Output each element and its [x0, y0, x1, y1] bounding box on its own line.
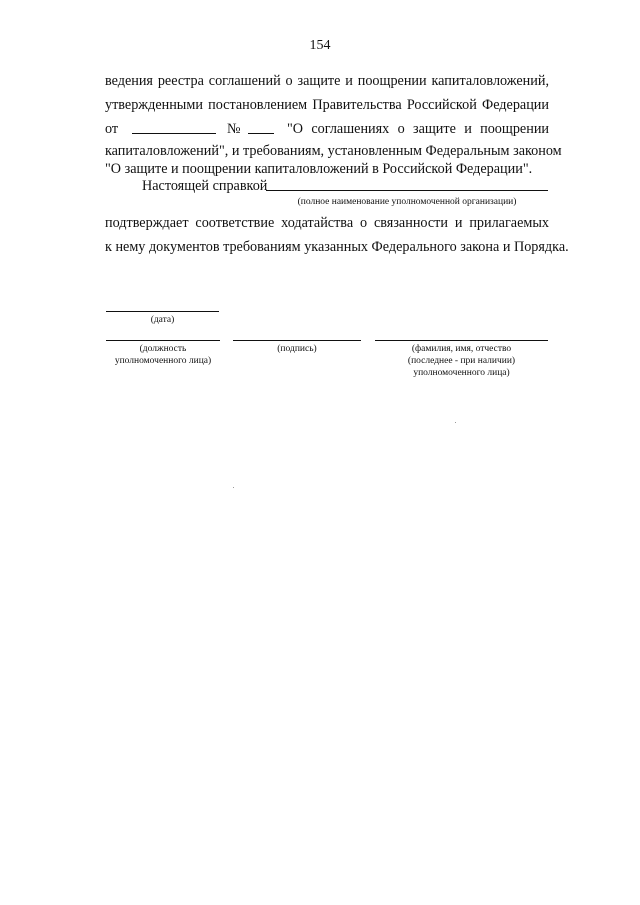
- full-name-caption-line: (последнее - при наличии): [407, 356, 516, 366]
- paragraph-line: "О защите и поощрении капиталовложений в Российской Федерации".: [105, 161, 533, 177]
- date-caption: (дата): [150, 315, 175, 325]
- full-name-caption-line: уполномоченного лица): [413, 368, 510, 378]
- full-name-caption-line: (фамилия, имя, отчество: [411, 344, 512, 354]
- signature-line: [233, 340, 361, 341]
- paragraph-line: капиталовложений", и требованиям, установленным Федеральным законом: [105, 143, 562, 159]
- date-blank: [132, 133, 216, 134]
- paragraph-line: ведения реестра соглашений о защите и поощрении капиталовложений,: [105, 73, 549, 89]
- scan-speck: [233, 487, 234, 488]
- certificate-lead: Настоящей справкой: [142, 178, 268, 194]
- paragraph-line-with-blanks: [105, 120, 549, 138]
- organization-caption: (полное наименование уполномоченной организации): [297, 197, 517, 207]
- number-blank: [248, 133, 274, 134]
- full-name-line: [375, 340, 548, 341]
- position-line: [106, 340, 220, 341]
- position-caption-line: уполномоченного лица): [114, 356, 212, 366]
- position-caption-line: (должность: [139, 344, 187, 354]
- paragraph-line: подтверждает соответствие ходатайства о связанности и прилагаемых: [105, 215, 549, 231]
- paragraph-line: к нему документов требованиям указанных Федерального закона и Порядка.: [105, 239, 569, 255]
- page-number: 154: [309, 38, 331, 53]
- scan-speck: [455, 422, 456, 423]
- resolution-title: "О соглашениях о защите и поощрении: [287, 121, 549, 137]
- paragraph-line: утвержденными постановлением Правительства Российской Федерации: [105, 97, 549, 113]
- position-caption: [76, 343, 250, 367]
- signature-caption: (подпись): [277, 344, 317, 354]
- organization-name-blank: [266, 190, 548, 191]
- full-name-caption: [375, 343, 548, 379]
- from-label: от: [105, 121, 119, 137]
- date-line: [106, 311, 219, 312]
- number-sign: №: [227, 121, 241, 137]
